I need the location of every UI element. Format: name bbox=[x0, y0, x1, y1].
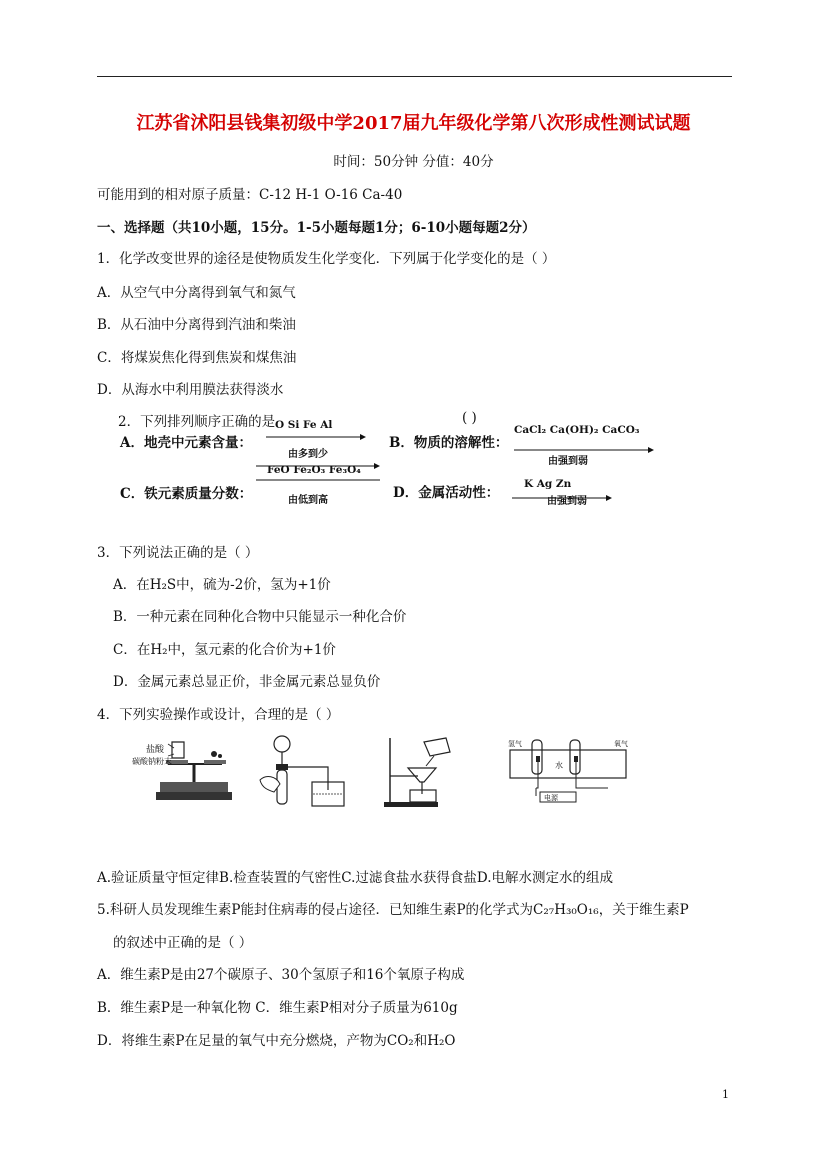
section-heading: 一、选择题（共10小题，15分。1-5小题每题1分；6-10小题每题2分） bbox=[97, 220, 536, 236]
q5-option-d: D．将维生素P在足量的氧气中充分燃烧，产物为CO₂和H₂O bbox=[97, 1033, 456, 1049]
q2-stem: 2．下列排列顺序正确的是 bbox=[118, 414, 276, 430]
q2-option-d-label: D．金属活动性： bbox=[393, 485, 500, 501]
q2-paren: ( ) bbox=[462, 410, 477, 426]
filtration-image bbox=[380, 734, 460, 810]
q4-options: A.验证质量守恒定律B.检查装置的气密性C.过滤食盐水获得食盐D.电解水测定水的组成 bbox=[97, 870, 614, 886]
q3-option-a: A．在H₂S中，硫为-2价，氢为+1价 bbox=[113, 577, 331, 593]
electrolysis-label-hydrogen: 氢气 bbox=[508, 740, 522, 748]
q2-option-b-sequence: CaCl₂ Ca(OH)₂ CaCO₃ bbox=[514, 424, 640, 436]
q2-option-c-sequence: FeO Fe₂O₃ Fe₃O₄ bbox=[267, 464, 361, 476]
balance-label-acid: 盐酸 bbox=[146, 745, 165, 755]
q2-arrow-a bbox=[266, 433, 366, 441]
page-number: 1 bbox=[722, 1088, 729, 1101]
q2-option-d-direction: 由强到弱 bbox=[547, 496, 587, 507]
q2-option-c-label: C．铁元素质量分数： bbox=[120, 486, 253, 502]
electrolysis-label-oxygen: 氧气 bbox=[614, 740, 628, 748]
balance-label-powder: 碳酸钠粉末 bbox=[132, 757, 172, 766]
q3-option-c: C．在H₂中，氢元素的化合价为+1价 bbox=[113, 642, 336, 658]
q3-option-d: D．金属元素总显正价，非金属元素总显负价 bbox=[113, 674, 381, 690]
electrolysis-label-water: 水 bbox=[555, 761, 563, 770]
q2-option-c-underline bbox=[256, 478, 380, 482]
q1-option-c: C．将煤炭焦化得到焦炭和煤焦油 bbox=[97, 350, 297, 366]
q5-option-bc: B．维生素P是一种氧化物 C．维生素P相对分子质量为610g bbox=[97, 1000, 458, 1016]
atomic-mass-line: 可能用到的相对原子质量：C-12 H-1 O-16 Ca-40 bbox=[97, 187, 403, 203]
airtightness-check-image bbox=[256, 734, 356, 810]
q5-stem-line1: 5.科研人员发现维生素P能封住病毒的侵占途径．已知维生素P的化学式为C₂₇H₃₀O₁₆，关于维生素P bbox=[97, 902, 689, 918]
q2-option-d-sequence: K Ag Zn bbox=[524, 478, 572, 490]
q5-stem-line2: 的叙述中正确的是（ ） bbox=[113, 935, 253, 951]
q2-option-b-label: B．物质的溶解性： bbox=[389, 435, 509, 451]
header-rule bbox=[97, 76, 732, 77]
q1-stem: 1．化学改变世界的途径是使物质发生化学变化．下列属于化学变化的是（ ） bbox=[97, 251, 556, 267]
q1-option-b: B．从石油中分离得到汽油和柴油 bbox=[97, 317, 296, 333]
q2-option-c-direction: 由低到高 bbox=[288, 495, 328, 506]
electrolysis-label-power: 电源 bbox=[544, 794, 558, 802]
q3-option-b: B．一种元素在同种化合物中只能显示一种化合价 bbox=[113, 609, 407, 625]
page-title: 江苏省沭阳县钱集初级中学2017届九年级化学第八次形成性测试试题 bbox=[136, 113, 691, 134]
q1-option-d: D．从海水中利用膜法获得淡水 bbox=[97, 382, 284, 398]
q3-stem: 3．下列说法正确的是（ ） bbox=[97, 545, 259, 561]
q2-option-a-sequence: O Si Fe Al bbox=[275, 419, 333, 431]
q2-option-a-direction: 由多到少 bbox=[288, 449, 328, 460]
q4-stem: 4．下列实验操作或设计，合理的是（ ） bbox=[97, 707, 340, 723]
q2-option-b-direction: 由强到弱 bbox=[548, 456, 588, 467]
exam-info: 时间：50分钟 分值：40分 bbox=[333, 154, 494, 170]
q1-option-a: A．从空气中分离得到氧气和氮气 bbox=[97, 285, 296, 301]
q2-option-a-label: A．地壳中元素含量： bbox=[120, 435, 252, 451]
q5-option-a: A．维生素P是由27个碳原子、30个氢原子和16个氧原子构成 bbox=[97, 967, 465, 983]
